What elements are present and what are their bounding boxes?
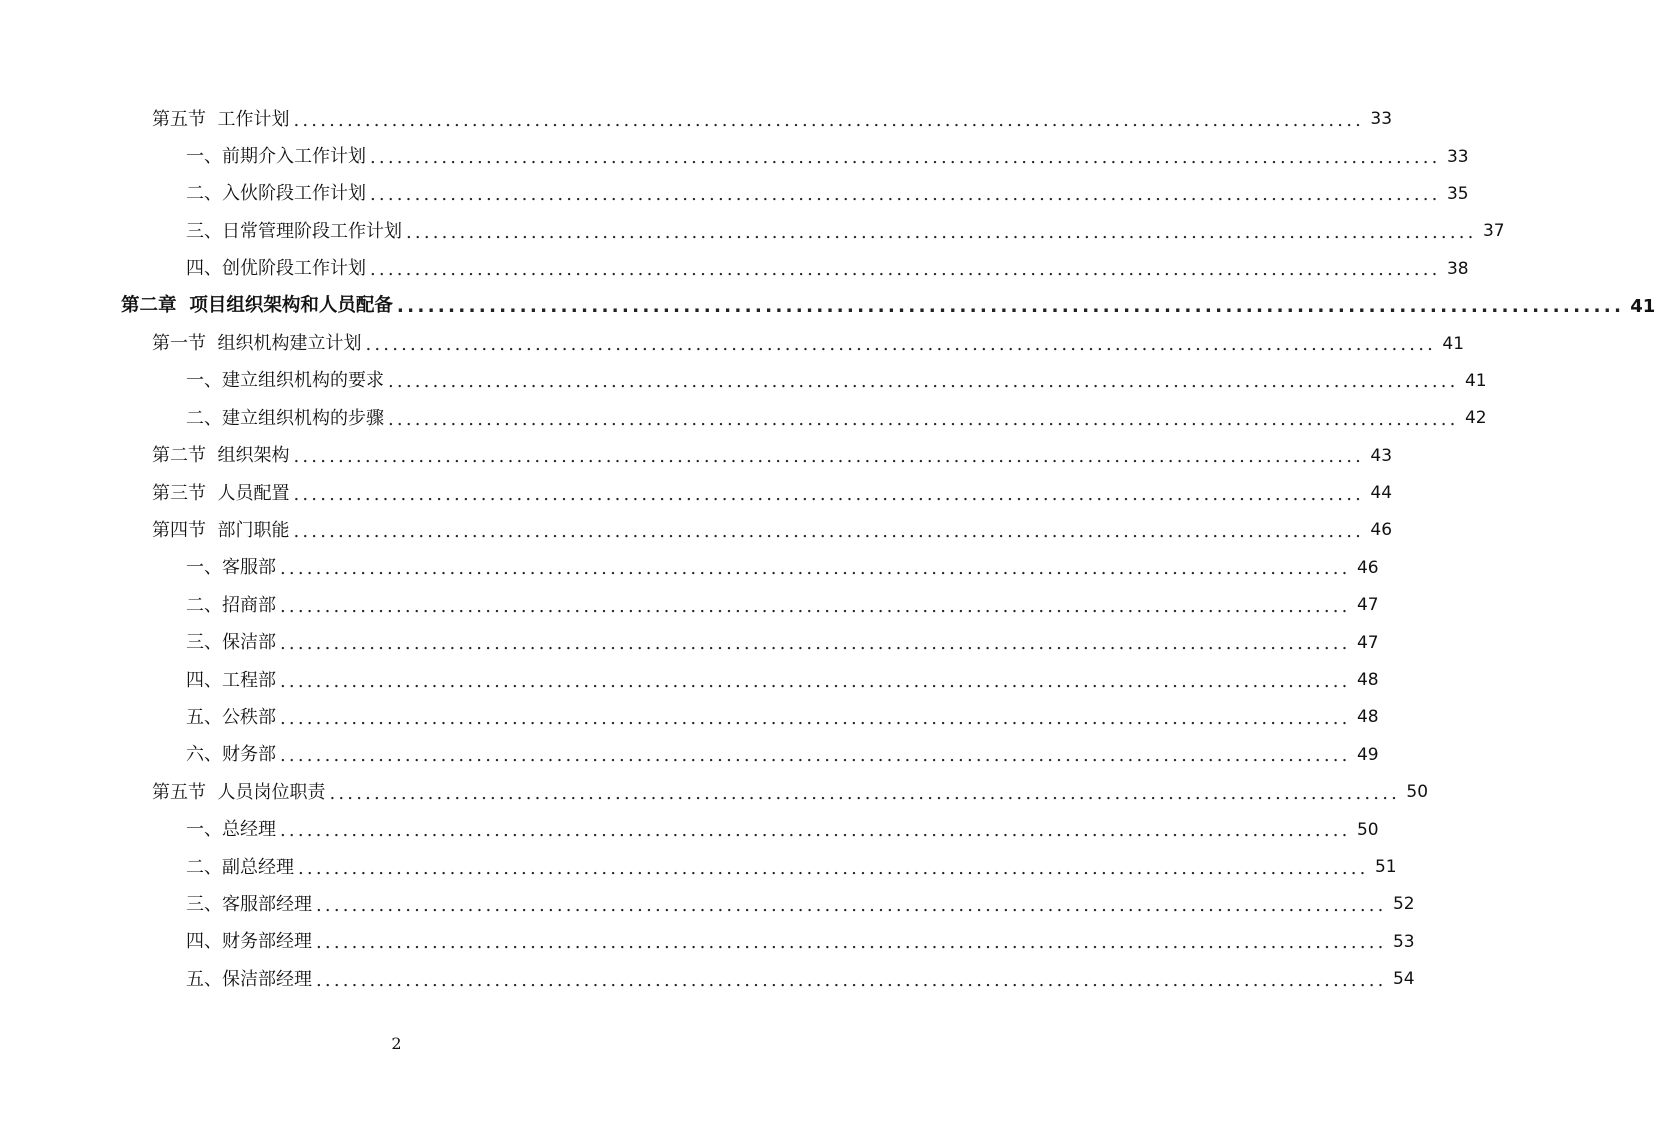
toc-entry[interactable] [0,737,1379,774]
toc-entry[interactable] [0,363,1487,400]
page-number: 2 [391,1034,402,1053]
toc-entry[interactable] [0,961,1415,998]
toc-entry-label: 四、创优阶段工作计划 [186,258,366,280]
toc-entry-label: 二、副总经理 [186,856,294,878]
dot-leader: ........................................................................................................................ [329,782,1401,804]
toc-entry[interactable] [0,849,1397,886]
toc-entry[interactable] [0,699,1379,736]
dot-leader: ........................................................................................................................ [388,371,1459,393]
toc-entry-page: 38 [1446,258,1469,279]
toc-entry[interactable] [0,475,1393,512]
toc-entry-page: 44 [1370,483,1393,504]
toc-entry[interactable] [0,624,1379,661]
dot-leader: ........................................................................................................................ [293,483,1365,505]
dot-leader: ........................................................................................................................ [370,184,1441,206]
toc-entry-label: 一、客服部 [186,557,276,579]
toc-entry-label: 四、工程部 [186,669,276,691]
toc-entry-page: 35 [1446,183,1469,204]
dot-leader: ........................................................................................................................ [316,932,1387,954]
toc-entry-page: 41 [1630,295,1655,317]
toc-entry-page: 53 [1392,931,1415,952]
toc-entry-page: 49 [1356,744,1379,765]
dot-leader: ........................................................................................................................ [293,109,1365,131]
toc-entry-label: 三、日常管理阶段工作计划 [186,220,402,242]
dot-leader: ........................................................................................................................ [280,670,1351,692]
table-of-contents [0,101,1655,998]
toc-entry-page: 52 [1392,894,1415,915]
toc-entry-page: 33 [1370,109,1393,130]
toc-entry[interactable] [0,138,1469,175]
dot-leader: ........................................................................................................................ [396,296,1625,318]
toc-entry[interactable] [0,251,1469,288]
toc-entry-label: 第三节 人员配置 [152,482,290,504]
dot-leader: ........................................................................................................................ [370,259,1441,281]
dot-leader: ........................................................................................................................ [406,221,1477,243]
toc-entry-page: 46 [1356,557,1379,578]
dot-leader: ........................................................................................................................ [388,408,1459,430]
toc-entry-page: 33 [1446,146,1469,167]
toc-entry-page: 51 [1374,857,1397,877]
toc-entry-label: 四、财务部经理 [186,931,312,953]
toc-entry-page: 37 [1482,221,1505,242]
toc-entry[interactable] [0,101,1393,138]
toc-entry-page: 46 [1370,520,1393,541]
toc-entry-label: 二、建立组织机构的步骤 [186,407,384,429]
toc-entry[interactable] [0,550,1379,587]
dot-leader: ........................................................................................................................ [316,969,1387,991]
toc-entry-label: 第四节 部门职能 [152,519,290,541]
toc-entry-label: 第一节 组织机构建立计划 [152,333,362,355]
dot-leader: ........................................................................................................................ [298,857,1369,879]
toc-entry[interactable] [0,400,1487,437]
toc-entry-label: 六、财务部 [186,744,276,766]
toc-entry-label: 一、建立组织机构的要求 [186,370,384,392]
dot-leader: ........................................................................................................................ [316,894,1387,916]
toc-entry-label: 第二章 项目组织架构和人员配备 [121,295,393,317]
dot-leader: ........................................................................................................................ [280,633,1351,655]
toc-entry-label: 五、保洁部经理 [186,968,312,990]
toc-entry-label: 一、总经理 [186,819,276,841]
toc-entry[interactable] [0,213,1505,250]
toc-entry-label: 第二节 组织架构 [152,445,290,467]
toc-entry-page: 50 [1406,782,1429,803]
toc-entry[interactable] [0,924,1415,961]
toc-entry-page: 43 [1370,445,1393,466]
dot-leader: ........................................................................................................................ [280,595,1351,617]
toc-entry[interactable] [0,774,1429,811]
toc-entry-label: 二、入伙阶段工作计划 [186,183,366,205]
toc-entry[interactable] [0,811,1379,848]
toc-entry-label: 五、公秩部 [186,706,276,728]
toc-entry-label: 三、保洁部 [186,632,276,654]
dot-leader: ........................................................................................................................ [280,558,1351,580]
toc-chapter-entry[interactable] [0,288,1655,325]
toc-entry-page: 50 [1356,819,1379,840]
toc-entry-page: 41 [1442,333,1465,354]
toc-entry-page: 48 [1356,670,1379,691]
toc-entry-label: 二、招商部 [186,594,276,616]
toc-entry-page: 48 [1356,707,1379,728]
toc-entry-label: 一、前期介入工作计划 [186,146,366,168]
toc-entry-label: 三、客服部经理 [186,893,312,915]
dot-leader: ........................................................................................................................ [293,446,1365,468]
toc-entry-label: 第五节 工作计划 [152,108,290,130]
toc-entry[interactable] [0,662,1379,699]
dot-leader: ........................................................................................................................ [280,820,1351,842]
toc-entry-page: 47 [1356,595,1379,616]
toc-entry[interactable] [0,512,1393,549]
dot-leader: ........................................................................................................................ [370,147,1441,169]
dot-leader: ........................................................................................................................ [293,520,1365,542]
toc-entry[interactable] [0,325,1465,362]
toc-entry-page: 47 [1356,632,1379,653]
toc-entry-page: 54 [1392,969,1415,990]
toc-entry[interactable] [0,438,1393,475]
toc-entry-label: 第五节 人员岗位职责 [152,781,326,803]
toc-entry-page: 42 [1464,408,1487,429]
dot-leader: ........................................................................................................................ [280,745,1351,767]
dot-leader: ........................................................................................................................ [365,334,1437,356]
toc-entry-page: 41 [1464,370,1487,391]
toc-entry[interactable] [0,176,1469,213]
dot-leader: ........................................................................................................................ [280,707,1351,729]
toc-entry[interactable] [0,587,1379,624]
toc-entry[interactable] [0,886,1415,923]
